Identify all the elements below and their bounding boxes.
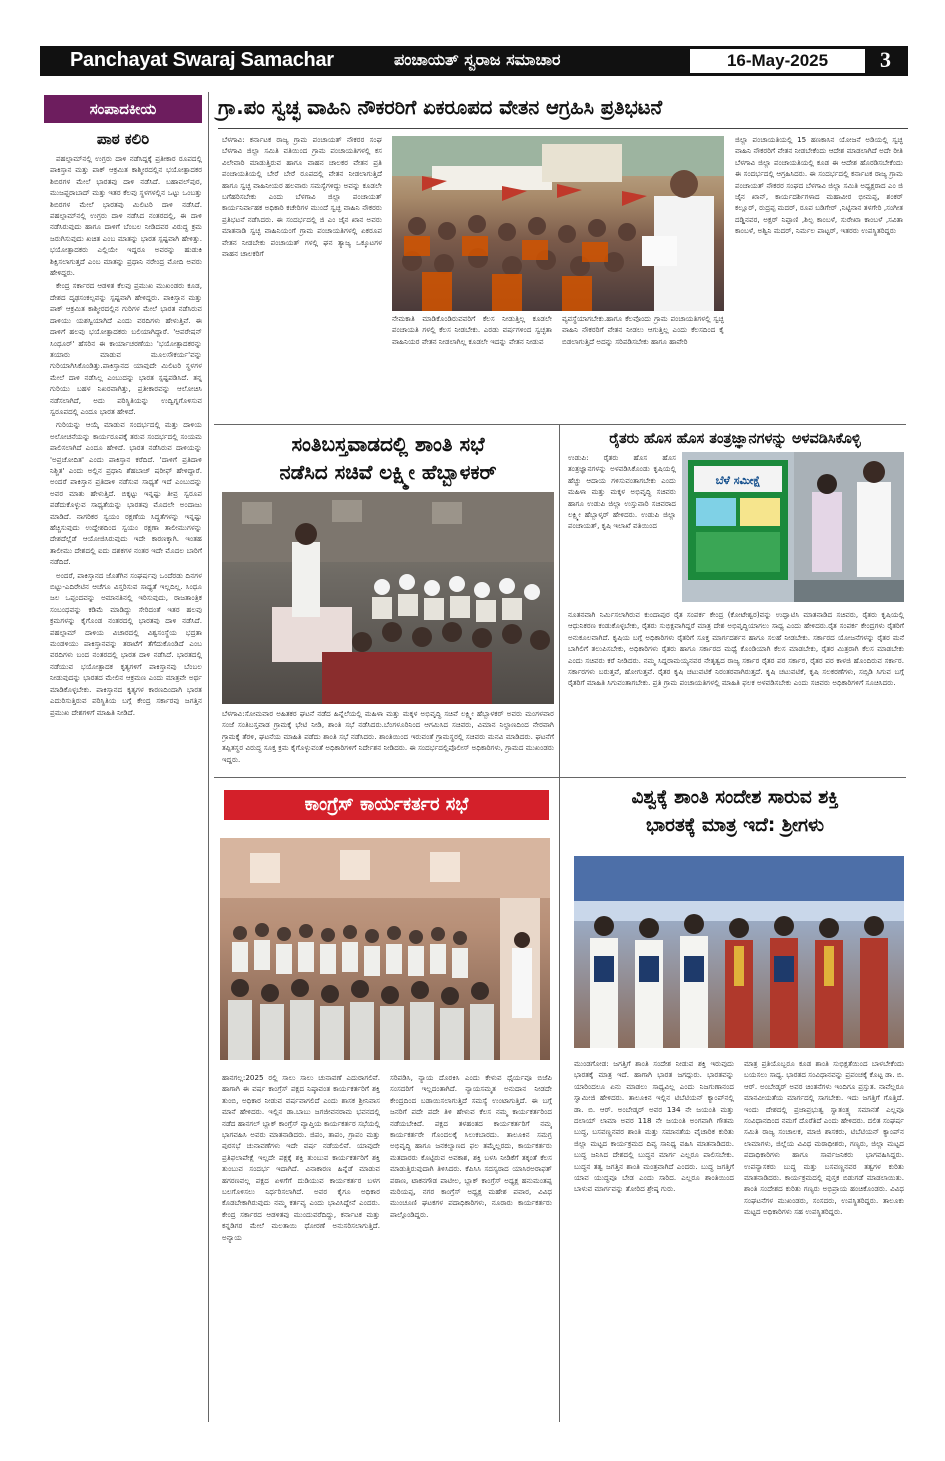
protest-headline: ಗ್ರಾ.ಪಂ ಸ್ವಚ್ಛ ವಾಹಿನಿ ನೌಕರರಿಗೆ ಏಕರೂಪದ ವೇತನ ಆಗ್ರಹಿಸಿ ಪ್ರತಿಭಟನೆ [218,96,663,119]
farmers-photo [682,452,904,602]
farmers-body: ನೂತನವಾಗಿ ನಿರ್ಮಿಸಲಾಗಿರುವ ಕುಂದಾಪುರ ರೈತ ಸಂಪರ್ಕ ಕೇಂದ್ರ (ಕೋಟೇಶ್ವರ)ವನ್ನು ಉದ್ಘಾಟಿಸಿ ಮಾತನಾಡಿದ ಸಚಿವರು, ರೈತರು ಕೃಷಿಯಲ್ಲಿ ಆಧುನಿಕರಣ ಕಂಡುಕೊಳ್ಳಬೇಕು, ರೈತರು ಸುಭಿಕ್ಷವಾಗಿದ್ದರೆ ಮಾತ್ರ ದೇಶ ಅಭಿವೃದ್ಧಿಯಾಗಲು ಸಾಧ್ಯ ಎಂದು ಹೇಳಿದರು.ರೈತ ಸಂಪರ್ಕ ಕೇಂದ್ರಗಳು ರೈತರಿಗೆ ಅನುಕೂಲವಾಗಿದೆ. ಕೃಷಿಯ ಬಗ್ಗೆ ಅಧಿಕಾರಿಗಳು ರೈತರಿಗೆ ಸೂಕ್ತ ಮಾರ್ಗದರ್ಶನ ಹಾಗೂ ಸಲಹೆ ನೀಡಬೇಕು. ಸರ್ಕಾರದ ಯೋಜನೆಗಳನ್ನು ರೈತರ ಮನೆ ಬಾಗಿಲಿಗೆ ತಲುಪಿಸಬೇಕು, ಅಧಿಕಾರಿಗಳು ರೈತರು ಹಾಗೂ ಸರ್ಕಾರದ ಮಧ್ಯೆ ಕೊಂಡಿಯಾಗಿ ಕೆಲಸ ಮಾಡಬೇಕು, ರೈತರ ಮಿತ್ರರಾಗಿ ಕೆಲಸ ಮಾಡಬೇಕು ಎಂದು ಸಚಿವರು ಕರೆ ನೀಡಿದರು. ನಮ್ಮ ಸಿದ್ದರಾಮಯ್ಯನವರ ನೇತೃತ್ವದ ರಾಜ್ಯ ಸರ್ಕಾರ ರೈತರ ಪರ ಸರ್ಕಾರ, ರೈತರ ಪರ ಕಾಳಜಿ ಹೊಂದಿರುವ ಸರ್ಕಾರ. ಸರ್ಕಾರಗಳು ಬರುತ್ತವೆ, ಹೋಗುತ್ತವೆ. ರೈತರ ಕೃಷಿ ಚಟುವಟಿಕೆ ನಿರಂತರವಾಗಿರುತ್ತದೆ. ಕೃಷಿ ಚಟುವಟಿಕೆ, ಕೃಷಿ ಸಲಕರಣೆಗಳು, ಸಬ್ಸಿಡಿ ಸಿಗುವ ಬಗ್ಗೆ ರೈತರಿಗೆ ಮಾಹಿತಿ ಸಿಗುವಂತಾಗಬೇಕು. ಪ್ರತಿ ಗ್ರಾಮ ಪಂಚಾಯತಿಗಳಲ್ಲಿ ಮಾಹಿತಿ ಫಲಕ ಅಳವಡಿಸಬೇಕು ಎಂದು ಸಚಿವರು ಅಧಿಕಾರಿಗಳಿಗೆ ಸೂಚಿಸಿದರು. [568,610,904,688]
headline-rule [218,128,908,129]
peace-photo-art [574,856,904,1048]
peace-column-2: ಮಾತ್ರ ಪ್ರತಿಯೊಬ್ಬರೂ ಕೂಡ ಶಾಂತಿ ಸುಭಿಕ್ಷತೆಯಿಂದ ಬಾಳಬೇಕೆಂದು ಬಯಸಲು ಸಾಧ್ಯ. ಭಾರತದ ಸಂವಿಧಾನವನ್ನು ಪ್ರಪಂಚಕ್ಕೆ ಕೊಟ್ಟ ಡಾ. ಬಿ. ಆರ್. ಅಂಬೇಡ್ಕರ್ ಅವರ ಚಿಂತನೆಗಳು ಇಂದಿಗೂ ಪ್ರಸ್ತುತ. ನಾವೆಲ್ಲರೂ ಮಾನವೀಯತೆಯ ಮಾರ್ಗದಲ್ಲಿ ಸಾಗಬೇಕು. ಇದು ಜಗತ್ತಿಗೆ ಗೊತ್ತಿದೆ. ಇಂದು ದೇಶದಲ್ಲಿ ಪ್ರಜಾಪ್ರಭುತ್ವ ಸ್ವಾತಂತ್ರ್ಯ ಸಮಾನತೆ ಎಲ್ಲವೂ ಸಂವಿಧಾನದಿಂದ ನಮಗೆ ದೊರೆತಿದೆ ಎಂದು ಹೇಳಿದರು. ದಲಿತ ಸಂಘರ್ಷ ಸಮಿತಿ ರಾಜ್ಯ ಸಂಚಾಲಕ, ಮಾಜಿ ಶಾಸಕರು, ಟಿಬೆಟಿಯನ್ ಕ್ಯಾಂಪ್‌ನ ಲಾಮಾಗಳು, ಜಿಲ್ಲೆಯ ವಿವಿಧ ಮಠಾಧೀಶರು, ಗಣ್ಯರು, ಜಿಲ್ಲಾ ಮಟ್ಟದ ಪದಾಧಿಕಾರಿಗಳು ಹಾಗೂ ಸಾರ್ವಜನಿಕರು ಭಾಗವಹಿಸಿದ್ದರು. ಉಪನ್ಯಾಸಕರು ಬುದ್ಧ ಮತ್ತು ಬಸವಣ್ಣನವರ ತತ್ವಗಳ ಕುರಿತು ಮಾತನಾಡಿದರು. ಕಾರ್ಯಕ್ರಮದಲ್ಲಿ ಪುಸ್ತಕ ಬಿಡುಗಡೆ ಮಾಡಲಾಯಿತು. ಶಾಂತಿ ಸಂದೇಶದ ಕುರಿತು ಗಣ್ಯರು ಅಭಿಪ್ರಾಯ ಹಂಚಿಕೊಂಡರು. ವಿವಿಧ ಸಂಘಟನೆಗಳ ಮುಖಂಡರು, ಸಂಸದರು, ಉಪಸ್ಥಿತರಿದ್ದರು. ತಾಲೂಕು ಮಟ್ಟದ ಅಧಿಕಾರಿಗಳು ಸಹ ಉಪಸ್ಥಿತರಿದ್ದರು. [744,1059,904,1217]
editorial-body [50,153,202,1416]
santhibastavad-headline [222,430,554,486]
editorial-paragraph: ಕೇಂದ್ರ ಸರ್ಕಾರದ ಆಡಳಿತ ಕೆಲವು ಪ್ರಮುಖ ಮುಖಂಡರು ಕೂಡ, ದೇಶದ ದೃಢಸಂಕಲ್ಪವನ್ನು ಸ್ಪಷ್ಟವಾಗಿ ಹೇಳಿದ್ದರು. ಪಾಕಿಸ್ತಾನ ಮತ್ತು ಪಾಕ್ ಆಕ್ರಮಿತ ಕಾಶ್ಮೀರದಲ್ಲಿನ ಗುರಿಗಳ ಮೇಲೆ ಭಾರತ ನಡೆಸಿರುವ ದಾಳಿಯು ಯಶಸ್ವಿಯಾಗಿದೆ ಎಂದು ವರದಿಗಳು ಹೇಳುತ್ತಿವೆ. ಈ ದಾಳಿಗೆ ಹಲವು ಭಯೋತ್ಪಾದಕರು ಬಲಿಯಾಗಿದ್ದಾರೆ. 'ಆಪರೇಷನ್ ಸಿಂಧೂರ್' ಹೆಸರಿನ ಈ ಕಾರ್ಯಾಚರಣೆಯು 'ಭಯೋತ್ಪಾದಕರನ್ನು ತಯಾರು ಮಾಡುವ ಮೂಲಸೌಕರ್ಯ'ವನ್ನು ಗುರಿಯಾಗಿಸಿಕೊಂಡಿತ್ತು.ಪಾಕಿಸ್ತಾನದ ಯಾವುದೇ ಮಿಲಿಟರಿ ಸ್ಥಳಗಳ ಮೇಲೆ ದಾಳಿ ನಡೆಸಿಲ್ಲ ಎಂಬುದನ್ನು ಭಾರತ ಸ್ಪಷ್ಟಪಡಿಸಿದೆ. ತನ್ನ ಗುರಿಯು ಬಹಳ ನಿಖರವಾಗಿತ್ತು, ಪ್ರತೀಕಾರವನ್ನು ಆಲೋಚಿಸಿ ನಡೆಸಲಾಗಿದೆ, ಅದು ಪರಿಸ್ಥಿತಿಯನ್ನು ಉದ್ವಿಗ್ನಗೊಳಿಸುವ ಸ್ವರೂಪದಲ್ಲಿ ಎಂದೂ ಭಾರತ ಹೇಳಿದೆ. [50,281,202,416]
editorial-paragraph: ಪಹಲ್ಗಾಮ್‌ನಲ್ಲಿ ಉಗ್ರರು ದಾಳಿ ನಡೆಸಿದ್ದಕ್ಕೆ ಪ್ರತೀಕಾರ ರೂಪದಲ್ಲಿ ಪಾಕಿಸ್ತಾನ ಮತ್ತು ಪಾಕ್ ಆಕ್ರಮಿತ ಕಾಶ್ಮೀರದಲ್ಲಿನ ಭಯೋತ್ಪಾದಕರ ಶಿಬಿರಗಳ ಮೇಲೆ ಭಾರತವು ದಾಳಿ ನಡೆಸಿದೆ. ಬಹಾವಲ್‌ಪುರ, ಮುಜಫ್ಫರಾಬಾದ್ ಮತ್ತು ಇತರ ಕೆಲವು ಸ್ಥಳಗಳಲ್ಲಿನ ಒಟ್ಟು ಒಂಬತ್ತು ಶಿಬಿರಗಳ ಮೇಲೆ ಭಾರತವು ಮಿಲಿಟರಿ ದಾಳಿ ನಡೆಸಿದೆ. ಪಹಲ್ಗಾಮ್‌ನಲ್ಲಿ ಉಗ್ರರು ದಾಳಿ ನಡೆಸಿದ ನಂತರದಲ್ಲಿ, ಈ ದಾಳಿ ನಡೆಸಿರುವುದು ಹಾಗೂ ದಾಳಿಗೆ ಬೆಂಬಲ ನೀಡಿದವರ ವಿರುದ್ಧ ಕ್ರಮ ಜರುಗಿಸುವುದು ಖಚಿತ ಎಂಬ ಮಾತನ್ನು ಭಾರತ ಸ್ಪಷ್ಟವಾಗಿ ಹೇಳಿತ್ತು. ಭಯೋತ್ಪಾದಕರು ಎಲ್ಲಿಯೇ ಇದ್ದರೂ ಅವರನ್ನು ಹುಡುಕಿ ಶಿಕ್ಷಿಸಲಾಗುತ್ತದೆ ಎಂಬ ಮಾತನ್ನು ಪ್ರಧಾನಿ ನರೇಂದ್ರ ಮೋದಿ ಅವರು ಹೇಳಿದ್ದರು. [50,154,202,278]
editorial-section-label-box [44,95,202,123]
masthead-english-title: Panchayat Swaraj Samachar [70,49,334,71]
protest-column-2: ನೇಮಕಾತಿ ಮಾಡಿಕೊಂಡಿರುವವರಿಗೆ ಕೆಲಸ ನೀಡುತ್ತಿಲ್ಲ ಕೂಡಲೇ ಪಂಚಾಯತಿ ಗಳಲ್ಲಿ ಕೆಲಸ ನೀಡಬೇಕು. ಎರಡು ವರ್ಷಗಳಿಂದ ಸ್ವಚ್ಛತಾ ವಾಹಿನಿಯರ ವೇತನ ನೀಡಲಾಗಿಲ್ಲ ಕೂಡಲೇ ಇದನ್ನು ವೇತನ ನೀಡುವ [392,314,552,346]
column-divider [559,424,560,1422]
protest-column-4: ಜಿಲ್ಲಾ ಪಂಚಾಯತಿಯಲ್ಲಿ 15 ಹಣಕಾಸಿನ ಯೋಜನೆ ಅಡಿಯಲ್ಲಿ ಸ್ವಚ್ಛ ವಾಹಿನಿ ನೌಕರರಿಗೆ ವೇತನ ನೀಡಬೇಕೆಂದು ಆದೇಶ ಮಾಡಲಾಗಿದೆ ಅದೇ ರೀತಿ ಬೆಳಗಾವಿ ಜಿಲ್ಲಾ ಪಂಚಾಯತಿಯಲ್ಲಿ ಕೂಡ ಈ ಆದೇಶ ಹೊರಡಿಸಬೇಕೆಂದು ಈ ಸಂದರ್ಭದಲ್ಲಿ ಆಗ್ರಹಿಸಿದರು. ಈ ಸಂದರ್ಭದಲ್ಲಿ ಕರ್ನಾಟಕ ರಾಜ್ಯ ಗ್ರಾಮ ಪಂಚಾಯತ್ ನೌಕರರ ಸಂಘದ ಬೆಳಗಾವಿ ಜಿಲ್ಲಾ ಸಮಿತಿ ಅಧ್ಯಕ್ಷರಾದ ಎಂ ಜಿ ಜೈನ ಖಾನ್, ಕಾರ್ಯದರ್ಶಿಗಳಾದ ಮಹಾವೀರ ಭೀಮಪ್ಪ, ಶಂಕರ್ ಕಲ್ಲೂರ್, ರುದ್ರಪ್ಪ ಮದರ್, ರೂಪ ಬಡಿಗೇರ್ ,ನಿಟ್ಟಿನಾನ ತಳಗೇರಿ ,ಸಂಗೀತ ದಡ್ಡಿನವರ, ಅಕ್ಷರ್ ನಿಪ್ಪಾಣಿ ,ಶಿಲ್ಪ ಕಾಂಬಳೆ, ಸುರೇಖಾ ಕಾಂಬಳೆ ,ಸವಿತಾ ಕಾಂಬಳೆ, ಅಶ್ವಿನಿ ಮದರ್, ನಿರ್ಮಲ ಪಾಟ್ಟರ್, ಇತರರು ಉಪಸ್ಥಿತರಿದ್ದರು [735,135,903,236]
issue-date: 16-May-2025 [690,49,865,73]
farmers-headline: ರೈತರು ಹೊಸ ಹೊಸ ತಂತ್ರಜ್ಞಾನಗಳನ್ನು ಅಳವಡಿಸಿಕೊಳ್ಳಿ [609,431,861,447]
santhibastavad-body: ಬೆಳಗಾವಿ:ಸೋಮವಾರ ಅಹಿತಕರ ಘಟನೆ ನಡೆದ ಹಿನ್ನೆಲೆಯಲ್ಲಿ ಮಹಿಳಾ ಮತ್ತು ಮಕ್ಕಳ ಅಭಿವೃದ್ಧಿ ಸಚಿವೆ ಲಕ್ಷ್ಮೀ ಹೆಬ್ಬಾಳಕರ್ ಅವರು ಮಂಗಳವಾರ ಸಂಜೆ ಸಂತಿಬಸ್ತವಾಡ ಗ್ರಾಮಕ್ಕೆ ಭೇಟಿ ನೀಡಿ, ಶಾಂತಿ ಸಭೆ ನಡೆಸಿದರು.ಬೆಂಗಳೂರಿನಿಂದ ಆಗಮಿಸಿದ ಸಚಿವರು, ವಿಮಾನ ನಿಲ್ದಾಣದಿಂದ ನೇರವಾಗಿ ಗ್ರಾಮಕ್ಕೆ ತೆರಳಿ, ಘಟನೆಯ ಮಾಹಿತಿ ಪಡೆದು ಶಾಂತಿ ಸಭೆ ನಡೆಸಿದರು. ಶಾಂತಿಯಿಂದ ಇರುವಂತೆ ಗ್ರಾಮಸ್ಥರಲ್ಲಿ ಸಚಿವರು ಮನವಿ ಮಾಡಿದರು. ಘಟನೆಗೆ ತಪ್ಪಿತಸ್ಥರ ವಿರುದ್ಧ ಸೂಕ್ತ ಕ್ರಮ ಕೈಗೊಳ್ಳುವಂತೆ ಅಧಿಕಾರಿಗಳಿಗೆ ನಿರ್ದೇಶನ ನೀಡಿದರು. ಈ ಸಂದರ್ಭದಲ್ಲಿಪೊಲೀಸ್ ಅಧಿಕಾರಿಗಳು, ಗ್ರಾಮದ ಮುಖಂಡರು ಇದ್ದರು. [222,709,554,764]
congress-column-1: ಹಾನಗಲ್ಲ:2025 ರಲ್ಲಿ ಸಾಲು ಸಾಲು ಚುನಾವಣೆ ಎದುರಾಗಲಿವೆ. ಹಾಗಾಗಿ ಈ ವರ್ಷ ಕಾಂಗ್ರೆಸ್ ಪಕ್ಷದ ನಿಷ್ಠಾವಂತ ಕಾರ್ಯಕರ್ತರಿಗೆ ಶಕ್ತಿ ತುಂಬಿ, ಅಧಿಕಾರ ನೀಡುವ ವರ್ಷವಾಗಲಿದೆ ಎಂದು ಶಾಸಕ ಶ್ರೀನಿವಾಸ ಮಾನೆ ಹೇಳಿದರು. ಇಲ್ಲಿನ ಡಾ.ಬಾಬು ಜಗಜೀವನರಾಮ ಭವನದಲ್ಲಿ ನಡೆದ ಹಾನಗಲ್ ಬ್ಲಾಕ್ ಕಾಂಗ್ರೆಸ್ ವ್ಯಾಪ್ತಿಯ ಕಾರ್ಯಕರ್ತರ ಸಭೆಯಲ್ಲಿ ಭಾಗವಹಿಸಿ ಅವರು ಮಾತನಾಡಿದರು. ಜಿಪಂ, ತಾಪಂ, ಗ್ರಾಪಂ ಮತ್ತು ಪುರಸಭೆ ಚುನಾವಣೆಗಳು ಇದೇ ವರ್ಷ ನಡೆಯಲಿವೆ. ಯಾವುದೇ ಪ್ರತಿಫಲಾಪೇಕ್ಷೆ ಇಲ್ಲದೇ ಪಕ್ಷಕ್ಕೆ ಶಕ್ತಿ ತುಂಬುವ ಕಾರ್ಯಕರ್ತರಿಗೆ ಶಕ್ತಿ ತುಂಬುವ ಸಂದರ್ಭ ಇದಾಗಿದೆ. ವಿನಾಕಾರಣ ಹಿನ್ನೆಡೆ ಮಾಡುವ ಹಗರಣವಲ್ಲ ಪಕ್ಷದ ಏಳಿಗೆಗೆ ದುಡಿಯುವ ಕಾರ್ಯಕರ್ತರ ಬಳಗ ಬಲಗೊಳಿಸಲು ನಿರ್ಧರಿಸಲಾಗಿದೆ. ಅವರ ಕೈಗೂ ಅಧಿಕಾರ ಕೊಡಬೇಕಾಗಿರುವುದು ನಮ್ಮ ಕರ್ತವ್ಯ ಎಂದು ಭಾವಿಸಿದ್ದೇನೆ ಎಂದರು. ಕೇಂದ್ರ ಸರ್ಕಾರದ ಆಡಳಿತವು ಮುಂದುವರೆದಿದ್ದು, ಕರ್ನಾಟಕ ಮತ್ತು ಕನ್ನಡಿಗರ ಮೇಲೆ ಮಲತಾಯಿ ಧೋರಣೆ ಅನುಸರಿಸಲಾಗುತ್ತಿದೆ. ಅನ್ಯಾಯ [222,1073,380,1242]
poster-text: ಬೆಳೆ ಸಮೀಕ್ಷೆ [715,474,761,487]
farmers-photo-art [682,452,904,602]
protest-column-1: ಬೆಳಗಾವಿ: ಕರ್ನಾಟಕ ರಾಜ್ಯ ಗ್ರಾಮ ಪಂಚಾಯತ್ ನೌಕರರ ಸಂಘ ಬೆಳಗಾವಿ ಜಿಲ್ಲಾ ಸಮಿತಿ ವತಿಯಿಂದ ಗ್ರಾಮ ಪಂಚಾಯತಿಗಳಲ್ಲಿ ಕಸ ವಿಲೇವಾರಿ ಮಾಡುತ್ತಿರುವ ಹಾಗೂ ವಾಹನ ಚಾಲಕರ ವೇತನ ಪ್ರತಿ ಪಂಚಾಯತಿಯಲ್ಲಿ ಬೇರೆ ಬೇರೆ ರೂಪದಲ್ಲಿ ವೇತನ ನೀಡಲಾಗುತ್ತಿದೆ ಹಾಗೂ ಸ್ವಚ್ಛ ವಾಹಿನೀಯರ ಹಲವಾರು ಸಮಸ್ಯೆಗಳಿದ್ದು ಅವನ್ನು ಕೂಡಲೇ ಬಗೆಹರಿಸಬೇಕು ಎಂದು ಬೆಳಗಾವಿ ಜಿಲ್ಲಾ ಪಂಚಾಯತ್ ಕಾರ್ಯನಿರ್ವಾಹಕ ಅಧಿಕಾರಿ ಕಚೇರಿಗಳ ಮುಂದೆ ಸ್ವಚ್ಛ ವಾಹಿನಿ ನೌಕರರು ಪ್ರತಿಭಟನೆ ನಡೆಸಿದರು. ಈ ಸಂದರ್ಭದಲ್ಲಿ ಜಿ ಎಂ ಜೈನ ಖಾನ ಅವರು ಮಾತನಾಡಿ ಸ್ವಚ್ಛ ವಾಹಿನಿಯಂಗೆ ಗ್ರಾಮ ಪಂಚಾಯತಿಗಳಲ್ಲಿ ಏಕರೂಪ ವೇತನ ನೀಡಬೇಕು ಪಂಚಾಯತ್ ಗಳಲ್ಲಿ ಘನ ತ್ಯಾಜ್ಯ ಒಕ್ಕೂಟಗಳ ವಾಹನ ಚಾಲಕರಿಗೆ [222,135,382,259]
row-divider [214,424,906,425]
protest-column-3: ವ್ಯವಸ್ಥೆಯಾಗಬೇಕು.ಹಾಗೂ ಕೆಲವೊಂದು ಗ್ರಾಮ ಪಂಚಾಯತಿಗಳಲ್ಲಿ ಸ್ವಚ್ಛ ವಾಹಿನಿ ನೌಕರರಿಗೆ ವೇತನ ನೀಡಲು ಆಗುತ್ತಿಲ್ಲ ಎಂದು ಕೆಲಸದಿಂದ ಕೈ ಬಿಡಲಾಗುತ್ತಿದೆ ಅದನ್ನು ಸರಿಪಡಿಸಬೇಕು ಹಾಗೂ ಹಾವೇರಿ [562,314,724,346]
masthead [40,46,908,76]
peace-photo [574,856,904,1048]
protest-photo-art [392,136,724,311]
row-divider [214,777,906,778]
masthead-kannada-title: ಪಂಚಾಯತ್ ಸ್ವರಾಜ ಸಮಾಚಾರ [394,50,561,69]
peace-headline [564,784,906,840]
peace-headline-line-1: ವಿಶ್ವಕ್ಕೆ ಶಾಂತಿ ಸಂದೇಶ ಸಾರುವ ಶಕ್ತಿ [631,787,839,808]
editorial-paragraph: ಗುರಿಯನ್ನು ಆಯ್ಕೆ ಮಾಡುವ ಸಂದರ್ಭದಲ್ಲಿ ಮತ್ತು ದಾಳಿಯ ಅಲೋಚನೆಯನ್ನು ಕಾರ್ಯರೂಪಕ್ಕೆ ತರುವ ಸಂದರ್ಭದಲ್ಲಿ ಸಂಯಮ ಪಾಲಿಸಲಾಗಿದೆ ಎಂದೂ ಹೇಳಿದೆ. ಭಾರತ ನಡೆಸಿರುವ ದಾಳಿಯನ್ನು 'ಅಪ್ರಚೋದಿತ' ಎಂದು ಪಾಕಿಸ್ತಾನ ಕರೆದಿದೆ. 'ದಾಳಿಗೆ ಪ್ರತಿದಾಳಿ ನಿಶ್ಚಿತ' ಎಂದು ಅಲ್ಲಿನ ಪ್ರಧಾನಿ ಶೆಹಬಾಜ್ ಷರೀಫ್ ಹೇಳಿದ್ದಾರೆ. ಅಂದರೆ ಪಾಕಿಸ್ತಾನ ಪ್ರತಿದಾಳಿ ನಡೆಸುವ ಸಾಧ್ಯತೆ ಇದೆ ಎಂಬುದನ್ನು ಅವರ ಮಾತು ಹೇಳುತ್ತಿದೆ. ಬಿಕ್ಕಟ್ಟು ಇನ್ನಷ್ಟು ತೀವ್ರ ಸ್ವರೂಪ ಪಡೆದುಕೊಳ್ಳುವ ಸಾಧ್ಯತೆಯನ್ನು ಭಾರತವು ಮೊದಲೇ ಅಂದಾಜು ಮಾಡಿದೆ. ನಾಗರಿಕರ ಸ್ವಯಂ ರಕ್ಷಣೆಯ ಸಿದ್ಧತೆಗಳನ್ನು ಇನ್ನಷ್ಟು ಹೆಚ್ಚಿಸುವುದು ಉದ್ದೇಶದಿಂದ ಸ್ವಯಂ ರಕ್ಷಣಾ ತಾಲೀಮುಗಳನ್ನು ದೇಶದೆಲ್ಲೆಡೆ ಆಯೋಜಿಸಿರುವುದು ಇದೇ ಕಾರಣಕ್ಕಾಗಿ. ಇಂತಹ ತಾಲೀಮು ದೇಶದಲ್ಲಿ ಐದು ದಶಕಗಳ ನಂತರ ಇದೇ ಮೊದಲ ಬಾರಿಗೆ ನಡೆದಿದೆ. [50,420,202,567]
editorial-title: ಪಾಠ ಕಲಿರಿ [96,130,150,148]
congress-photo-art [220,838,550,1060]
congress-headline-box [224,790,549,820]
santhibastavad-headline-line-2: ನಡೆಸಿದ ಸಚಿವೆ ಲಕ್ಷ್ಮೀ ಹೆಬ್ಬಾಳಕರ್ [279,460,497,484]
congress-column-2: ಸರಿಪಡಿಸಿ, ನ್ಯಾಯ ದೊರಕಿಸಿ ಎಂದು ಕೇಳುವ ಧೈರ್ಯವೂ ಬಿಜೆಪಿ ಸಂಸದರಿಗೆ ಇಲ್ಲದಂತಾಗಿದೆ. ನ್ಯಾಯಸಮ್ಮತ ಅನುದಾನ ನೀಡದೇ ಕೇಂದ್ರದಿಂದ ಬಡಾಯಿಸಲಾಗುತ್ತಿದೆ ಸಮಸ್ಯೆ ಉಂಟಾಗುತ್ತಿದೆ. ಈ ಬಗ್ಗೆ ಜನರಿಗೆ ಪದೇ ಪದೇ ತಿಳಿ ಹೇಳುವ ಕೆಲಸ ನಮ್ಮ ಕಾರ್ಯಕರ್ತರಿಂದ ನಡೆಯಬೇಕಿದೆ. ಪಕ್ಷದ ತಳಹಂತದ ಕಾರ್ಯಕರ್ತರಿಗೆ ನಮ್ಮ ಕಾರ್ಯಕರ್ತರೇ ಗೊಂದಲಕ್ಕೆ ಸಿಲುಕಬಾರದು. ತಾಲೂಕಿನ ಸಮಗ್ರ ಅಭಿವೃದ್ಧಿ ಹಾಗೂ ಜನಕಲ್ಯಾಣದ ಫಲ ತಮ್ಮೆಲ್ಲರದು, ಕಾರ್ಯಕರ್ತರು ಮತದಾರರು ಕೊಟ್ಟಿರುವ ಅವಕಾಶ, ಶಕ್ತಿ ಬಳಸಿ ನೀಡಿಕೆಗೆ ತಕ್ಕಂತೆ ಕೆಲಸ ಮಾಡುತ್ತಿರುವುದಾಗಿ ತಿಳಿಸಿದರು. ಕೆಪಿಸಿಸಿ ಸದಸ್ಯರಾದ ಯಾಸಿರಅರಾಫತ್ ಪಠಾಣ, ಟಾಕನಗೌಡ ಪಾಟೀಲ, ಬ್ಲಾಕ್ ಕಾಂಗ್ರೆಸ್ ಅಧ್ಯಕ್ಷ ಹನುಮಂತಪ್ಪ ಮರಿಯಪ್ಪ, ನಗರ ಕಾಂಗ್ರೆಸ್ ಅಧ್ಯಕ್ಷ ಮಹೇಶ ಪವಾರ, ವಿವಿಧ ಮುಂಚೂಣಿ ಘಟಕಗಳ ಪದಾಧಿಕಾರಿಗಳು, ನೂರಾರು ಕಾರ್ಯಕರ್ತರು ಪಾಲ್ಗೊಂಡಿದ್ದರು. [390,1073,552,1219]
santhibastavad-photo-art [222,492,554,704]
santhibastavad-headline-line-1: ಸಂತಿಬಸ್ತವಾಡದಲ್ಲಿ ಶಾಂತಿ ಸಭೆ [291,432,485,456]
congress-photo [220,838,550,1060]
santhibastavad-photo [222,492,554,704]
farmers-intro-column: ಉಡುಪಿ: ರೈತರು ಹೊಸ ಹೊಸ ತಂತ್ರಜ್ಞಾನಗಳನ್ನು ಅಳವಡಿಸಿಕೊಂಡು ಕೃಷಿಯಲ್ಲಿ ಹೆಚ್ಚು ಆದಾಯ ಗಳಿಸುವಂತಾಗಬೇಕು ಎಂದು ಮಹಿಳಾ ಮತ್ತು ಮಕ್ಕಳ ಅಭಿವೃದ್ಧಿ ಸಚಿವರು ಹಾಗೂ ಉಡುಪಿ ಜಿಲ್ಲಾ ಉಸ್ತುವಾರಿ ಸಚಿವರಾದ ಲಕ್ಷ್ಮೀ ಹೆಬ್ಬಾಳ್ಕರ್ ಹೇಳಿದರು. ಉಡುಪಿ ಜಿಲ್ಲಾ ಪಂಚಾಯತ್, ಕೃಷಿ ಇಲಾಖೆ ವತಿಯಿಂದ [568,453,676,531]
protest-photo [392,136,724,311]
page-number: 3 [880,47,891,72]
peace-headline-line-2: ಭಾರತಕ್ಕೆ ಮಾತ್ರ ಇದೆ: ಶ್ರೀಗಳು [646,815,824,836]
editorial-section-label: ಸಂಪಾದಕೀಯ [89,100,157,118]
editorial-paragraph: ಅಂದರೆ, ಪಾಕಿಸ್ತಾನದ ಜೊತೆಗಿನ ಸಂಘರ್ಷವು ಒಂದೆರಡು ದಿನಗಳ ಬಿಟ್ಟು-ಎದಿರೇಟಿನ ಆಚೆಗೂ ವಿಸ್ತರಿಸುವ ಸಾಧ್ಯತೆ ಇಲ್ಲದಿಲ್ಲ. ಸಿಂಧೂ ಜಲ ಒಪ್ಪಂದವನ್ನು ಅಮಾನತಿನಲ್ಲಿ ಇರಿಸುವುದು, ರಾಜತಾಂತ್ರಿಕ ಸಂಬಂಧವನ್ನು ಕಡಿಮೆ ಮಾಡಿದ್ದು ಸೇರಿದಂತೆ ಇತರ ಹಲವು ಕ್ರಮಗಳನ್ನು ಕೈಗೊಂಡ ನಂತರದಲ್ಲಿ ಭಾರತವು ದಾಳಿ ನಡೆಸಿದೆ. ಪಹಲ್ಗಾಮ್ ದಾಳಿಯ ವಿಚಾರದಲ್ಲಿ ವಿಶ್ವಸಂಸ್ಥೆಯ ಭದ್ರತಾ ಮಂಡಳಿಯು ಪಾಕಿಸ್ತಾನವನ್ನು ತರಾಟೆಗೆ ತೆಗೆದುಕೊಂಡಿದೆ ಎಂಬ ವರದಿಗಳು ಬಂದ ನಂತರದಲ್ಲಿ ಭಾರತ ದಾಳಿ ನಡೆಸಿದೆ. ಭಾರತದಲ್ಲಿ ನಡೆಯುವ ಭಯೋತ್ಪಾದಕ ಕೃತ್ಯಗಳಿಗೆ ಪಾಕಿಸ್ತಾನವು ಬೆಂಬಲ ನೀಡುವುದನ್ನು ಭಾರತದ ಮೇಲಿನ ಆಕ್ರಮಣ ಎಂದು ಮಾತ್ರವೇ ಅರ್ಥ ಮಾಡಿಕೊಳ್ಳಬೇಕು. ಪಾಕಿಸ್ತಾನದ ಕೃತ್ಯಗಳ ಕಾರಣದಿಂದಾಗಿ ಭಾರತ ಎದುರಿಸುತ್ತಿರುವ ಪರಿಸ್ಥಿತಿಯ ಬಗ್ಗೆ ಕೇಂದ್ರ ಸರ್ಕಾರವು ಜಗತ್ತಿನ ಪ್ರಮುಖ ದೇಶಗಳಿಗೆ ಮಾಹಿತಿ ನೀಡಿದೆ. [50,570,202,717]
congress-headline: ಕಾಂಗ್ರೆಸ್ ಕಾರ್ಯಕರ್ತರ ಸಭೆ [304,794,469,815]
column-divider [208,92,209,1422]
peace-column-1: ಮುಂಡಗೋಡ: ಜಗತ್ತಿಗೆ ಶಾಂತಿ ಸಂದೇಶ ನೀಡುವ ಶಕ್ತಿ ಇರುವುದು ಭಾರತಕ್ಕೆ ಮಾತ್ರ ಇದೆ. ಹಾಗಾಗಿ ಭಾರತ ಜಗದ್ಗುರು. ಭಾರತವನ್ನು ಯಾರಿಂದಲೂ ಏನು ಮಾಡಲು ಸಾಧ್ಯವಿಲ್ಲ ಎಂದು ನಿಜಗುಣಾನಂದ ಸ್ವಾಮೀಜಿ ಹೇಳಿದರು. ತಾಲೂಕಿನ ಇಲ್ಲಿನ ಟಿಬೆಟಿಯನ್ ಕ್ಯಾಂಪ್‌ನಲ್ಲಿ ಡಾ. ಬಿ. ಆರ್. ಅಂಬೇಡ್ಕರ್ ಅವರ 134 ನೇ ಜಯಂತಿ ಮತ್ತು ದಲಾಯ್ ಲಾಮಾ ಅವರ 118 ನೇ ಜಯಂತಿ ಅಂಗವಾಗಿ ಗೌತಮ ಬುದ್ಧ, ಬಸವಣ್ಣನವರ ಶಾಂತಿ ಮತ್ತು ಸಮಾನತೆಯ ವೈಚಾರಿಕ ಕುರಿತು ಜಿಲ್ಲಾ ಮಟ್ಟದ ಕಾರ್ಯಕ್ರಮದ ದಿವ್ಯ ಸಾನಿಧ್ಯ ವಹಿಸಿ ಮಾತನಾಡಿದರು. ಬುದ್ಧ ಜನಿಸಿದ ದೇಶದಲ್ಲಿ ಬುದ್ಧನ ಮಾರ್ಗ ಎಲ್ಲರೂ ಪಾಲಿಸಬೇಕು. ಬುದ್ಧನ ತತ್ವ ಜಗತ್ತಿನ ಶಾಂತಿ ಮಂತ್ರವಾಗಿದೆ ಎಂದರು. ಬುದ್ಧ ಜಗತ್ತಿಗೆ ಯಾವ ಯುದ್ಧವೂ ಬೇಡ ಎಂದು ಸಾರಿದ. ಎಲ್ಲರೂ ಶಾಂತಿಯಿಂದ ಬಾಳುವ ಮಾರ್ಗವನ್ನು ತೋರಿದ ಶ್ರೇಷ್ಠ ಗುರು. [574,1059,734,1194]
